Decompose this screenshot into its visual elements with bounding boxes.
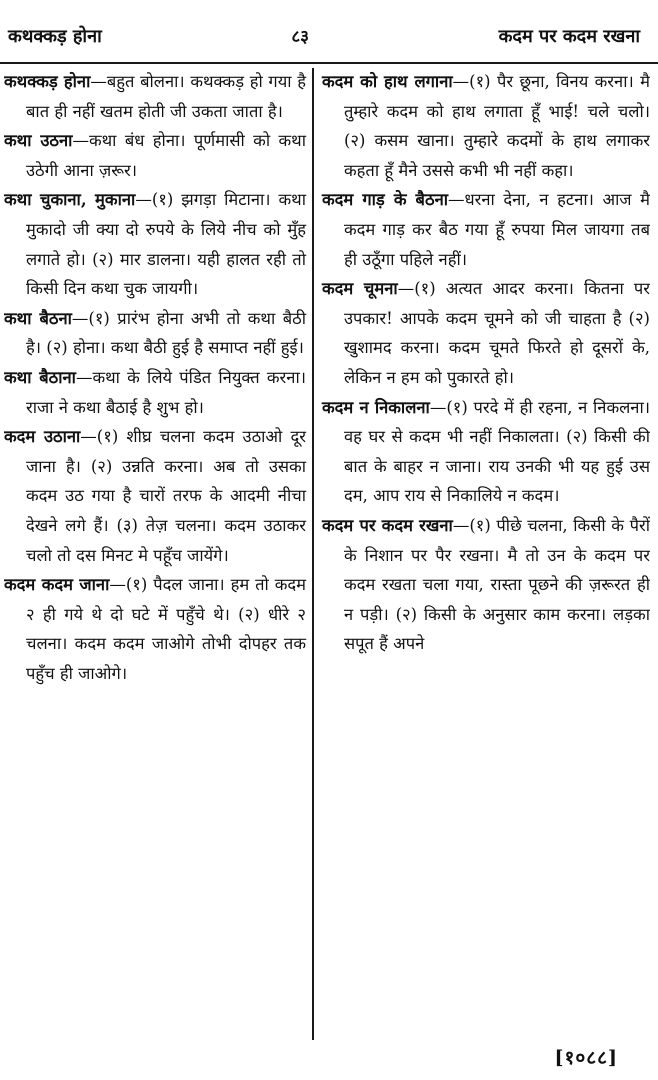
entry-definition: —(१) अत्यत आदर करना। कितना पर उपकार! आपके कदम चूमने को जी चाहता है (२) खुशामद करना। कदम चूमते फिरते हो दूसरों के, लेकिन न हम को पुकारते हो। xyxy=(344,279,650,387)
dictionary-entry xyxy=(322,185,650,274)
entry-headword: कथक्कड़ होना xyxy=(4,72,91,91)
entry-definition: —(१) झगड़ा मिटाना। कथा मुकादो जी क्या दो रुपये के लिये नीच को मुँह लगाते हो। (२) मार डालना। यही हालत रही तो किसी दिन कथा चुक जायगी। xyxy=(26,190,306,299)
entry-definition: —(१) परदे में ही रहना, न निकलना। वह घर से कदम भी नहीं निकालता। (२) किसी की बात के बाहर न जाना। राय उनकी भी यह हुई उस दम, आप राय से निकालिये न कदम। xyxy=(344,397,650,506)
entry-headword: कदम पर कदम रखना xyxy=(322,515,453,535)
entry-definition: —कथा बंध होना। पूर्णमासी को कथा उठेगी आना ज़रूर। xyxy=(26,131,307,180)
entry-definition: —(१) प्रारंभ होना अभी तो कथा बैठी है। (२) होना। कथा बैठी हुई है समाप्त नहीं हुई। xyxy=(26,308,306,358)
header-right-keyword: कदम पर कदम रखना xyxy=(498,26,640,47)
entry-headword: कथा उठना xyxy=(4,131,73,151)
dictionary-entry xyxy=(4,185,306,303)
entry-headword: कथा बैठाना xyxy=(4,367,76,387)
right-column xyxy=(318,67,650,1038)
page-header xyxy=(0,0,658,62)
dictionary-entry xyxy=(322,393,650,511)
entry-definition: —(१) पैर छूना, विनय करना। मै तुम्हारे कदम को हाथ लगाता हूँ भाई! चले चलो। (२) कसम खाना। तुम्हारे कदमों के हाथ लगाकर कहता हूँ मैने उससे कभी भी नहीं कहा। xyxy=(344,72,650,180)
column-divider xyxy=(312,68,314,1040)
entry-definition: —(१) पीछे चलना, किसी के पैरों के निशान पर पैर रखना। मै तो उन के कदम पर कदम रखता चला गया, रास्ता पूछने की ज़रूरत ही न पड़ी। (२) किसी के अनुसार काम करना। लड़का सपूत हैं अपने xyxy=(344,515,650,654)
entry-headword: कथा बैठना xyxy=(4,308,72,328)
dictionary-entry xyxy=(4,363,306,422)
dictionary-entry xyxy=(4,126,306,185)
dictionary-entry xyxy=(4,422,306,570)
entry-headword: कदम उठाना xyxy=(4,427,81,447)
dictionary-entry xyxy=(4,304,306,363)
entry-headword: कदम न निकालना xyxy=(322,397,430,417)
entry-headword: कदम चूमना xyxy=(322,279,398,299)
entry-headword: कथा चुकाना, मुकाना xyxy=(4,190,136,210)
footer-code: [१०८८] xyxy=(554,1047,618,1069)
header-left-keyword: कथक्कड़ होना xyxy=(8,26,102,47)
dictionary-entry xyxy=(322,511,650,659)
entry-headword: कदम गाड़ के बैठना xyxy=(322,190,448,210)
left-column xyxy=(4,67,310,1038)
dictionary-entry xyxy=(322,67,650,185)
entry-definition: —धरना देना, न हटना। आज मै कदम गाड़ कर बैठ गया हूँ रुपया मिल जायगा तब ही उठूँगा पहिले नहीं। xyxy=(344,190,650,269)
entry-definition: —कथा के लिये पंडित नियुक्त करना। राजा ने कथा बैठाई है शुभ हो। xyxy=(26,367,306,417)
entry-definition: —(१) शीघ्र चलना कदम उठाओ दूर जाना है। (२) उन्नति करना। अब तो उसका कदम उठ गया है चारों तरफ के आदमी नीचा देखने लगे हैं। (३) तेज़ चलना। कदम उठाकर चलो तो दस मिनट मे पहूँच जायेंगे। xyxy=(26,427,306,565)
entry-headword: कदम कदम जाना xyxy=(4,575,110,595)
page-number: ८३ xyxy=(291,27,309,47)
dictionary-entry xyxy=(4,67,306,126)
entry-definition: —(१) पैदल जाना। हम तो कदम २ ही गये थे दो घटे में पहुँचे थे। (२) धीरे २ चलना। कदम कदम जाओगे तोभी दोपहर तक पहुँच ही जाओगे। xyxy=(26,575,306,683)
entry-headword: कदम को हाथ लगाना xyxy=(322,72,453,91)
dictionary-entry xyxy=(4,570,306,688)
entry-definition: —बहुत बोलना। कथक्कड़ हो गया है बात ही नहीं खतम होती जी उकता जाता है। xyxy=(26,72,306,121)
dictionary-entry xyxy=(322,274,650,392)
header-rule xyxy=(0,62,658,64)
